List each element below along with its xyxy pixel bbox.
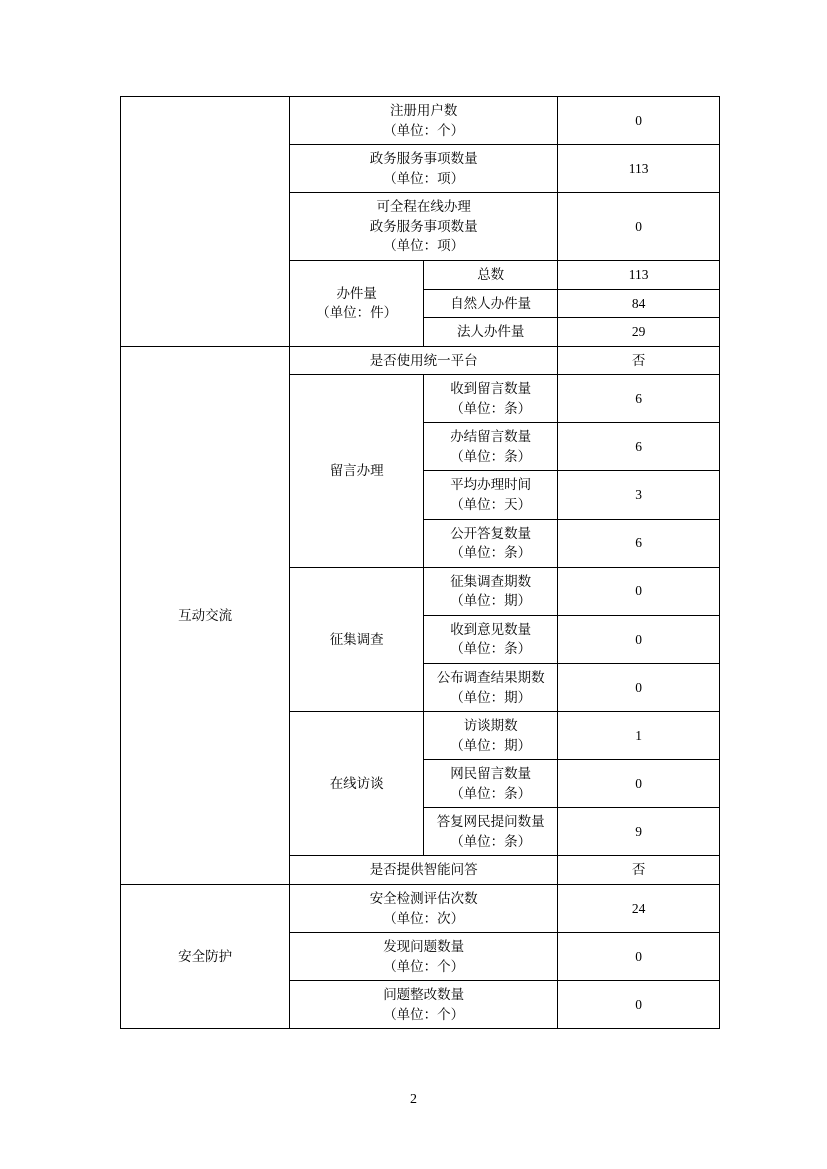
value-legal-person-cases: 29 xyxy=(558,318,720,347)
item-label-line1: 发现问题数量 xyxy=(383,939,465,955)
item-handled-cases xyxy=(290,260,424,346)
table-row xyxy=(121,346,720,375)
item-label-line2: （单位：个） xyxy=(383,1006,465,1022)
subitem-legal-person-cases: 法人办件量 xyxy=(424,318,558,347)
category-cell-interaction: 互动交流 xyxy=(121,346,290,884)
subitem-label-line2: （单位：条） xyxy=(450,448,532,464)
subitem-label-line1: 网民留言数量 xyxy=(450,766,532,782)
value-natural-person-cases: 84 xyxy=(558,289,720,318)
item-label-line1: 政务服务事项数量 xyxy=(369,151,478,167)
report-table-wrapper xyxy=(120,96,720,1029)
item-message-handling: 留言办理 xyxy=(290,375,424,568)
item-label-line3: （单位：项） xyxy=(383,238,465,254)
value-average-handling-time: 3 xyxy=(558,471,720,519)
subitem-answered-netizen-questions xyxy=(424,808,558,856)
item-label-line2: （单位：次） xyxy=(383,910,465,926)
subitem-public-replies xyxy=(424,519,558,567)
subitem-label-line1: 公布调查结果期数 xyxy=(436,669,545,685)
value-published-survey-results: 0 xyxy=(558,663,720,711)
value-uses-unified-platform: 否 xyxy=(558,346,720,375)
government-website-report-table xyxy=(120,96,720,1029)
subitem-label-line1: 收到留言数量 xyxy=(450,381,532,397)
item-problems-rectified xyxy=(290,981,558,1029)
item-label-line1: 注册用户数 xyxy=(389,103,458,118)
subitem-label-line1: 征集调查期数 xyxy=(450,573,532,589)
value-interview-periods: 1 xyxy=(558,712,720,760)
item-registered-users xyxy=(290,97,558,145)
subitem-natural-person-cases: 自然人办件量 xyxy=(424,289,558,318)
item-label-line2: （单位：件） xyxy=(316,305,398,321)
table-row xyxy=(121,97,720,145)
subitem-label-line1: 收到意见数量 xyxy=(450,621,532,637)
value-problems-rectified: 0 xyxy=(558,981,720,1029)
subitem-label-line1: 办结留言数量 xyxy=(450,429,532,445)
item-label-line2: （单位：个） xyxy=(383,958,465,974)
item-uses-unified-platform: 是否使用统一平台 xyxy=(290,346,558,375)
page-number: 2 xyxy=(410,1092,417,1107)
subitem-published-survey-results xyxy=(424,663,558,711)
item-label-line1: 可全程在线办理 xyxy=(376,199,471,215)
item-problems-found xyxy=(290,933,558,981)
subitem-average-handling-time xyxy=(424,471,558,519)
subitem-label-line2: （单位：期） xyxy=(450,737,532,753)
value-fully-online-service-matters: 0 xyxy=(558,193,720,261)
item-label-line2: （单位：项） xyxy=(383,170,465,186)
item-label-line2: （单位：个） xyxy=(383,122,465,138)
category-cell-security: 安全防护 xyxy=(121,885,290,1029)
value-survey-periods: 0 xyxy=(558,567,720,615)
item-security-assessments xyxy=(290,885,558,933)
value-registered-users: 0 xyxy=(558,97,720,145)
subitem-label-line2: （单位：条） xyxy=(450,833,532,849)
item-fully-online-service-matters xyxy=(290,193,558,261)
value-messages-received: 6 xyxy=(558,375,720,423)
value-total-cases: 113 xyxy=(558,260,720,289)
subitem-label-line2: （单位：条） xyxy=(450,400,532,416)
item-survey-collection: 征集调查 xyxy=(290,567,424,711)
value-opinions-received: 0 xyxy=(558,615,720,663)
item-label-line1: 办件量 xyxy=(336,285,377,301)
value-smart-qa-provided: 否 xyxy=(558,856,720,885)
value-messages-completed: 6 xyxy=(558,423,720,471)
subitem-label-line2: （单位：条） xyxy=(450,641,532,657)
subitem-messages-received xyxy=(424,375,558,423)
value-security-assessments: 24 xyxy=(558,885,720,933)
item-smart-qa-provided: 是否提供智能问答 xyxy=(290,856,558,885)
subitem-total-cases: 总数 xyxy=(424,260,558,289)
category-cell-blank xyxy=(121,97,290,347)
item-label-line2: 政务服务事项数量 xyxy=(369,218,478,234)
subitem-messages-completed xyxy=(424,423,558,471)
subitem-interview-periods xyxy=(424,712,558,760)
table-row xyxy=(121,885,720,933)
item-service-matters-count xyxy=(290,145,558,193)
subitem-label-line2: （单位：期） xyxy=(450,593,532,609)
item-label-line1: 安全检测评估次数 xyxy=(369,891,478,906)
item-label-line1: 问题整改数量 xyxy=(383,987,465,1003)
subitem-label-line2: （单位：条） xyxy=(450,545,532,561)
value-public-replies: 6 xyxy=(558,519,720,567)
subitem-label-line1: 答复网民提问数量 xyxy=(436,814,545,830)
subitem-label-line2: （单位：期） xyxy=(450,689,532,705)
subitem-label-line1: 平均办理时间 xyxy=(450,477,532,493)
subitem-survey-periods xyxy=(424,567,558,615)
value-problems-found: 0 xyxy=(558,933,720,981)
value-netizen-messages: 0 xyxy=(558,760,720,808)
subitem-label-line2: （单位：天） xyxy=(450,497,532,512)
value-service-matters-count: 113 xyxy=(558,145,720,193)
subitem-label-line2: （单位：条） xyxy=(450,785,532,801)
subitem-netizen-messages xyxy=(424,760,558,808)
item-online-interview: 在线访谈 xyxy=(290,712,424,856)
subitem-label-line1: 访谈期数 xyxy=(463,718,518,734)
subitem-opinions-received xyxy=(424,615,558,663)
value-answered-netizen-questions: 9 xyxy=(558,808,720,856)
subitem-label-line1: 公开答复数量 xyxy=(450,525,532,541)
